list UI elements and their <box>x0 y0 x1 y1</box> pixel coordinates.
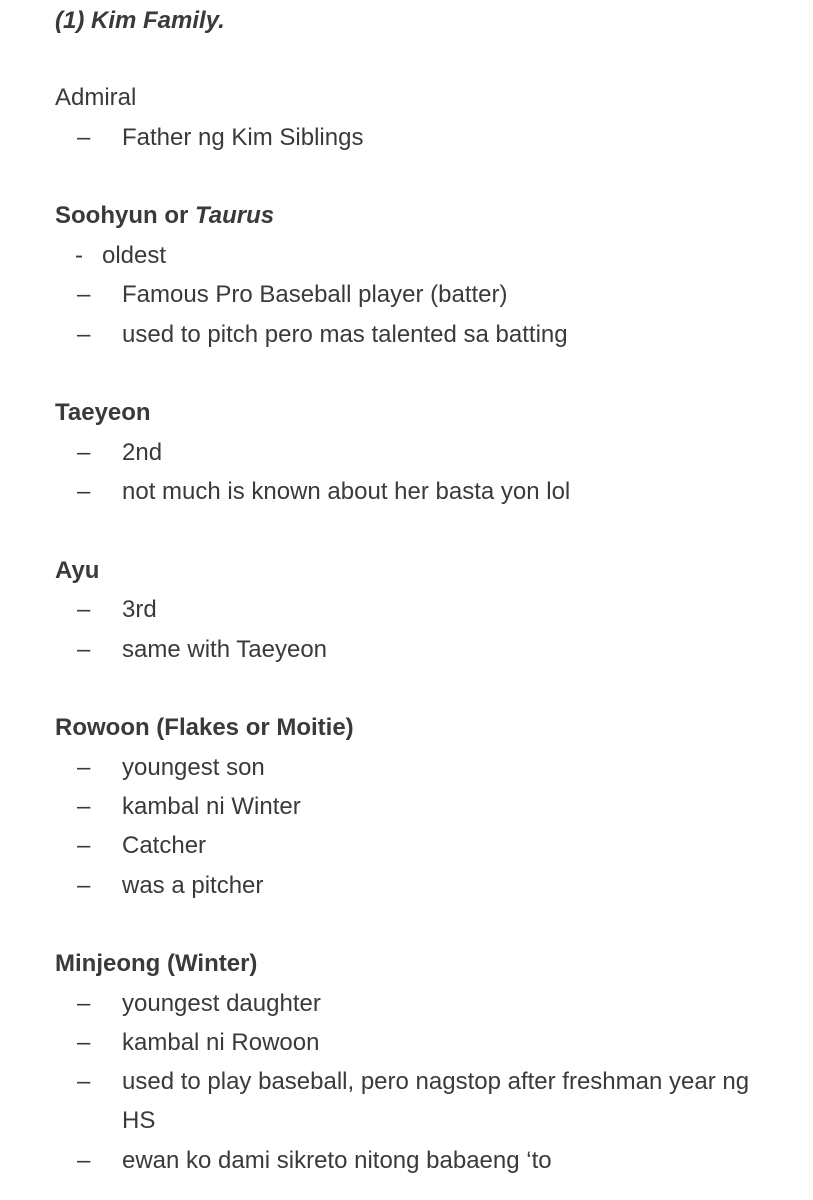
list-item <box>55 787 795 826</box>
list-item-text: Catcher <box>122 832 207 859</box>
list-item <box>55 984 795 1023</box>
dash-bullet: – <box>77 636 91 663</box>
dash-bullet: – <box>77 793 91 820</box>
list-item-text: used to pitch pero mas talented sa batting <box>122 321 568 348</box>
dash-bullet: - <box>75 242 83 269</box>
list-item-text: Famous Pro Baseball player (batter) <box>122 281 508 308</box>
dash-bullet: – <box>77 832 91 859</box>
list-item <box>55 236 795 275</box>
dash-bullet: – <box>77 124 91 151</box>
section-heading-rowoon: Rowoon (Flakes or Moitie) <box>55 714 354 741</box>
dash-bullet: – <box>77 281 91 308</box>
list-item <box>55 433 795 472</box>
list-item-text: youngest son <box>122 754 265 781</box>
list-item-text: youngest daughter <box>122 990 321 1017</box>
list-item <box>55 315 795 354</box>
dash-bullet: – <box>77 1068 91 1095</box>
list-item-text: oldest <box>102 242 167 269</box>
list-item-text: kambal ni Winter <box>122 793 301 820</box>
list-item-text: was a pitcher <box>122 872 264 899</box>
section-heading-ayu: Ayu <box>55 557 100 584</box>
list-item <box>55 118 795 157</box>
list-item-text: ewan ko dami sikreto nitong babaeng ‘to <box>122 1147 552 1174</box>
dash-bullet: – <box>77 478 91 505</box>
dash-bullet: – <box>77 1029 91 1056</box>
list-item <box>55 826 795 865</box>
dash-bullet: – <box>77 439 91 466</box>
list-item <box>55 630 795 669</box>
list-item <box>55 866 795 905</box>
dash-bullet: – <box>77 321 91 348</box>
heading-name: Soohyun or <box>55 202 195 229</box>
section-heading-admiral: Admiral <box>55 84 137 111</box>
list-item-text: kambal ni Rowoon <box>122 1029 320 1056</box>
list-item <box>55 590 795 629</box>
list-item <box>55 748 795 787</box>
list-item <box>55 275 795 314</box>
list-item <box>55 472 795 511</box>
list-item-text: not much is known about her basta yon lol <box>122 478 571 505</box>
heading-alias: Taurus <box>195 202 275 229</box>
list-item <box>55 1023 795 1062</box>
dash-bullet: – <box>77 754 91 781</box>
dash-bullet: – <box>77 872 91 899</box>
document-title: (1) Kim Family. <box>55 7 225 34</box>
list-item <box>55 1141 795 1180</box>
dash-bullet: – <box>77 1147 91 1174</box>
list-item <box>55 1062 795 1140</box>
list-item-text: used to play baseball, pero nagstop after freshman year ng HS <box>122 1068 750 1134</box>
section-heading-soohyun <box>55 198 274 234</box>
section-heading-taeyeon: Taeyeon <box>55 399 151 426</box>
list-item-text: 2nd <box>122 439 163 466</box>
list-item-text: Father ng Kim Siblings <box>122 124 364 151</box>
list-item-text: 3rd <box>122 596 157 623</box>
list-item-text: same with Taeyeon <box>122 636 328 663</box>
dash-bullet: – <box>77 990 91 1017</box>
section-heading-minjeong: Minjeong (Winter) <box>55 950 258 977</box>
dash-bullet: – <box>77 596 91 623</box>
